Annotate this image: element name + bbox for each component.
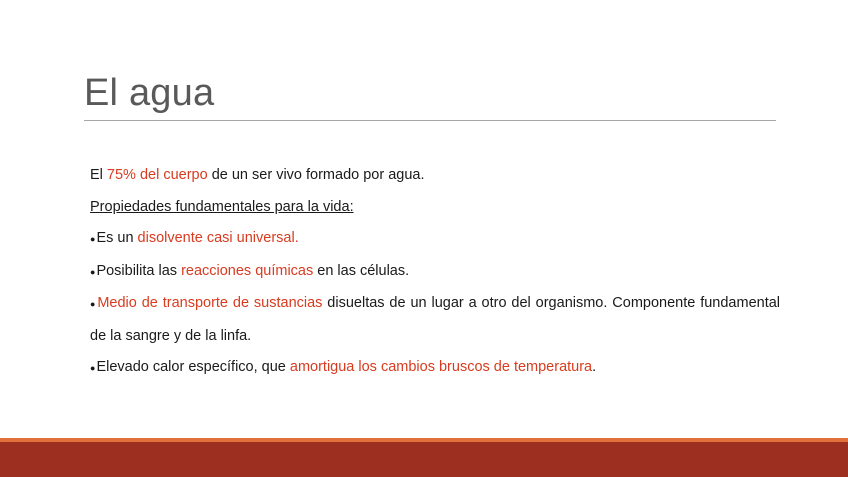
bullet-text: Es un <box>96 230 138 246</box>
bullet-text-end: en las células. <box>313 262 410 279</box>
bullet-item-transport <box>90 288 780 352</box>
intro-text-2: de un ser vivo formado por agua. <box>207 167 425 183</box>
intro-text-1: El <box>90 167 107 183</box>
bullet-item-heat <box>90 352 780 385</box>
properties-heading: Propiedades fundamentales para la vida: <box>90 198 354 215</box>
bullet-item-solvent <box>90 223 780 256</box>
intro-highlight: 75% del cuerpo <box>106 167 208 183</box>
intro-paragraph <box>90 160 780 192</box>
bullet-text-end: disueltas de un lugar a otro del organismo. Componente fundamental de la sangre y de la linfa. <box>90 295 781 344</box>
bullet-highlight: amortigua los cambios bruscos de temperatura <box>289 359 593 375</box>
bullet-text: Elevado calor específico, que <box>96 359 290 375</box>
title-divider <box>84 120 776 121</box>
bullet-icon: ● <box>90 234 96 244</box>
bullet-icon: ● <box>90 266 96 277</box>
bullet-item-reactions <box>90 256 780 289</box>
footer-band <box>0 442 848 477</box>
slide-title: El agua <box>84 72 215 114</box>
bullet-text: Posibilita las <box>96 262 182 279</box>
bullet-icon: ● <box>90 363 96 373</box>
slide-body <box>90 160 780 385</box>
bullet-highlight: reacciones químicas <box>181 262 314 279</box>
bullet-highlight: Medio de transporte de sustancias <box>97 295 323 311</box>
bullet-text-end: . <box>592 359 597 375</box>
bullet-icon: ● <box>90 299 97 309</box>
bullet-highlight: disolvente casi universal. <box>137 230 299 246</box>
